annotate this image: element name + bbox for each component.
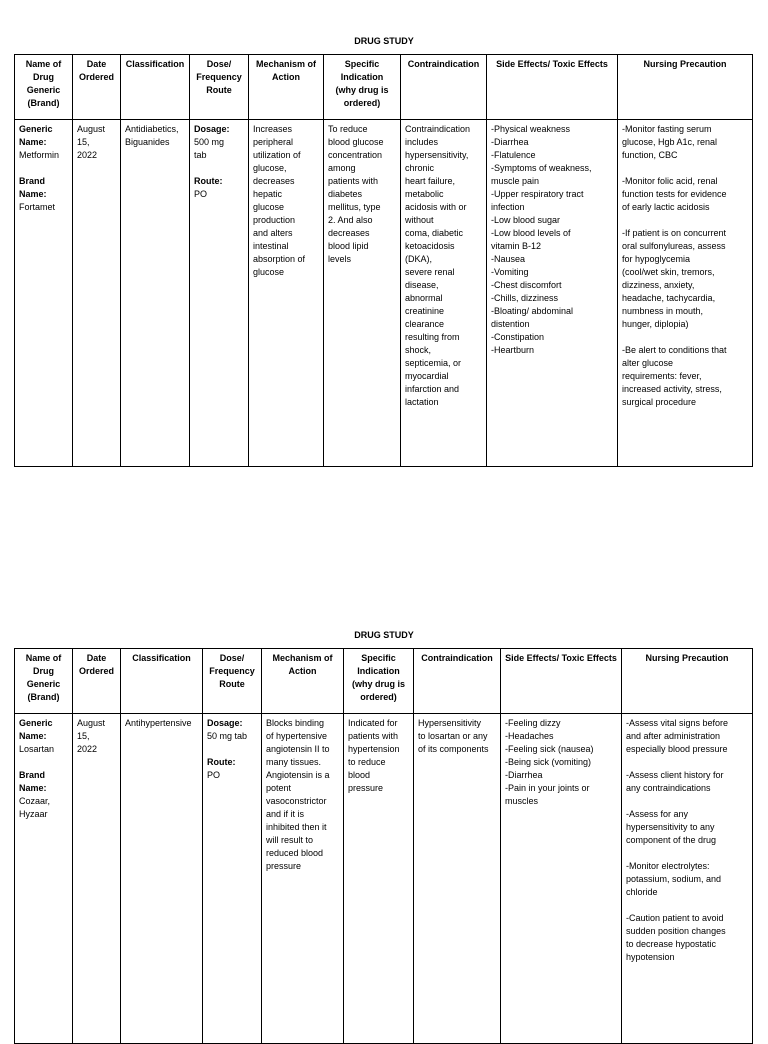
header-classification: Classification	[121, 649, 203, 714]
header-side-effects: Side Effects/ Toxic Effects	[487, 55, 618, 120]
generic-label: Generic Name:	[19, 124, 53, 147]
side-effect-item: -Low blood sugar	[491, 215, 561, 225]
header-indication: Specific Indication (why drug is ordered)	[344, 649, 414, 714]
route-value: PO	[207, 770, 221, 780]
header-drug-name: Name of Drug Generic (Brand)	[15, 55, 73, 120]
side-effect-item: -Chills, dizziness	[491, 293, 559, 303]
brand-label: Brand Name:	[19, 770, 47, 793]
mechanism-cell: Increases peripheral utilization of glucose, decreases hepatic glucose production and alters intestinal absorption of glucose	[249, 120, 324, 467]
side-effect-item: -Nausea	[491, 254, 526, 264]
drug-row	[15, 714, 753, 1044]
mechanism-cell: Blocks binding of hypertensive angiotensin II to many tissues. Angiotensin is a potent vasoconstrictor and if it is inhibited then it will result to reduced blood pressure	[262, 714, 344, 1044]
header-row	[15, 649, 753, 714]
precaution-item: -Be alert to conditions that alter glucose requirements: fever, increased activity, stress, surgical procedure	[622, 345, 727, 407]
side-effect-item: -Bloating/ abdominal distention	[491, 306, 574, 329]
dosage-label: Dosage:	[207, 718, 243, 728]
drug-name-cell	[15, 120, 73, 467]
header-dose-route: Dose/ Frequency Route	[203, 649, 262, 714]
nursing-precaution-cell	[618, 120, 753, 467]
dosage-value: 50 mg tab	[207, 731, 248, 741]
side-effect-item: -Feeling sick (nausea)	[505, 744, 594, 754]
drug-study-table-losartan	[14, 648, 753, 1044]
brand-name: Fortamet	[19, 202, 56, 212]
precaution-item: -Monitor electrolytes: potassium, sodium, and chloride	[626, 861, 722, 897]
precaution-item: -If patient is on concurrent oral sulfonylureas, assess for hypoglycemia (cool/wet skin, tremors, dizziness, anxiety, headache, tachycardia, numbness in mouth, hunger, diplopia)	[622, 228, 727, 329]
header-classification: Classification	[121, 55, 190, 120]
contraindication-cell: Contraindication includes hypersensitivity, chronic heart failure, metabolic acidosis with or without coma, diabetic ketoacidosis (DKA), severe renal disease, abnormal creatinine clearance resulting from shock, septicemia, or myocardial infarction and lactation	[401, 120, 487, 467]
header-contraindication: Contraindication	[414, 649, 501, 714]
side-effect-item: -Feeling dizzy	[505, 718, 561, 728]
header-date-ordered: Date Ordered	[73, 649, 121, 714]
header-date-ordered: Date Ordered	[73, 55, 121, 120]
header-dose-route: Dose/ Frequency Route	[190, 55, 249, 120]
indication-cell: To reduce blood glucose concentration among patients with diabetes mellitus, type 2. And also decreases blood lipid levels	[324, 120, 401, 467]
dose-route-cell	[190, 120, 249, 467]
side-effect-item: -Symptoms of weakness, muscle pain	[491, 163, 592, 186]
classification-cell: Antidiabetics, Biguanides	[121, 120, 190, 467]
header-nursing-precaution: Nursing Precaution	[622, 649, 753, 714]
side-effects-cell	[487, 120, 618, 467]
classification-cell: Antihypertensive	[121, 714, 203, 1044]
drug-study-table-metformin	[14, 54, 753, 467]
nursing-precaution-cell	[622, 714, 753, 1044]
drug-row	[15, 120, 753, 467]
header-row	[15, 55, 753, 120]
side-effect-item: -Low blood levels of vitamin B-12	[491, 228, 571, 251]
side-effect-item: -Being sick (vomiting)	[505, 757, 592, 767]
side-effect-item: -Vomiting	[491, 267, 529, 277]
header-mechanism: Mechanism of Action	[262, 649, 344, 714]
precaution-item: -Assess for any hypersensitivity to any component of the drug	[626, 809, 717, 845]
dosage-label: Dosage:	[194, 124, 230, 134]
precaution-item: -Caution patient to avoid sudden position changes to decrease hypostatic hypotension	[626, 913, 726, 962]
side-effect-item: -Constipation	[491, 332, 545, 342]
dosage-value: 500 mg tab	[194, 137, 225, 160]
precaution-item: -Assess client history for any contraindications	[626, 770, 724, 793]
side-effect-item: -Chest discomfort	[491, 280, 562, 290]
side-effect-item: -Diarrhea	[491, 137, 529, 147]
generic-name: Losartan	[19, 744, 55, 754]
precaution-item: -Monitor folic acid, renal function tests for evidence of early lactic acidosis	[622, 176, 727, 212]
side-effect-item: -Diarrhea	[505, 770, 543, 780]
generic-name: Metformin	[19, 150, 60, 160]
header-mechanism: Mechanism of Action	[249, 55, 324, 120]
side-effect-item: -Pain in your joints or muscles	[505, 783, 590, 806]
side-effects-cell	[501, 714, 622, 1044]
date-ordered-cell: August 15, 2022	[73, 714, 121, 1044]
header-nursing-precaution: Nursing Precaution	[618, 55, 753, 120]
route-label: Route:	[207, 757, 236, 767]
date-ordered-cell: August 15, 2022	[73, 120, 121, 467]
dose-route-cell	[203, 714, 262, 1044]
header-drug-name: Name of Drug Generic (Brand)	[15, 649, 73, 714]
header-side-effects: Side Effects/ Toxic Effects	[501, 649, 622, 714]
drug-study-title: DRUG STUDY	[354, 36, 414, 46]
side-effect-item: -Headaches	[505, 731, 554, 741]
generic-label: Generic Name:	[19, 718, 53, 741]
side-effect-item: -Heartburn	[491, 345, 535, 355]
header-indication: Specific Indication (why drug is ordered)	[324, 55, 401, 120]
brand-name: Cozaar, Hyzaar	[19, 796, 51, 819]
brand-label: Brand Name:	[19, 176, 47, 199]
header-contraindication: Contraindication	[401, 55, 487, 120]
side-effect-item: -Upper respiratory tract infection	[491, 189, 584, 212]
route-value: PO	[194, 189, 208, 199]
drug-name-cell	[15, 714, 73, 1044]
side-effect-item: -Flatulence	[491, 150, 536, 160]
route-label: Route:	[194, 176, 223, 186]
precaution-item: -Monitor fasting serum glucose, Hgb A1c, renal function, CBC	[622, 124, 718, 160]
precaution-item: -Assess vital signs before and after administration especially blood pressure	[626, 718, 729, 754]
drug-study-title: DRUG STUDY	[354, 630, 414, 640]
side-effect-item: -Physical weakness	[491, 124, 571, 134]
indication-cell: Indicated for patients with hypertension to reduce blood pressure	[344, 714, 414, 1044]
contraindication-cell: Hypersensitivity to losartan or any of its components	[414, 714, 501, 1044]
